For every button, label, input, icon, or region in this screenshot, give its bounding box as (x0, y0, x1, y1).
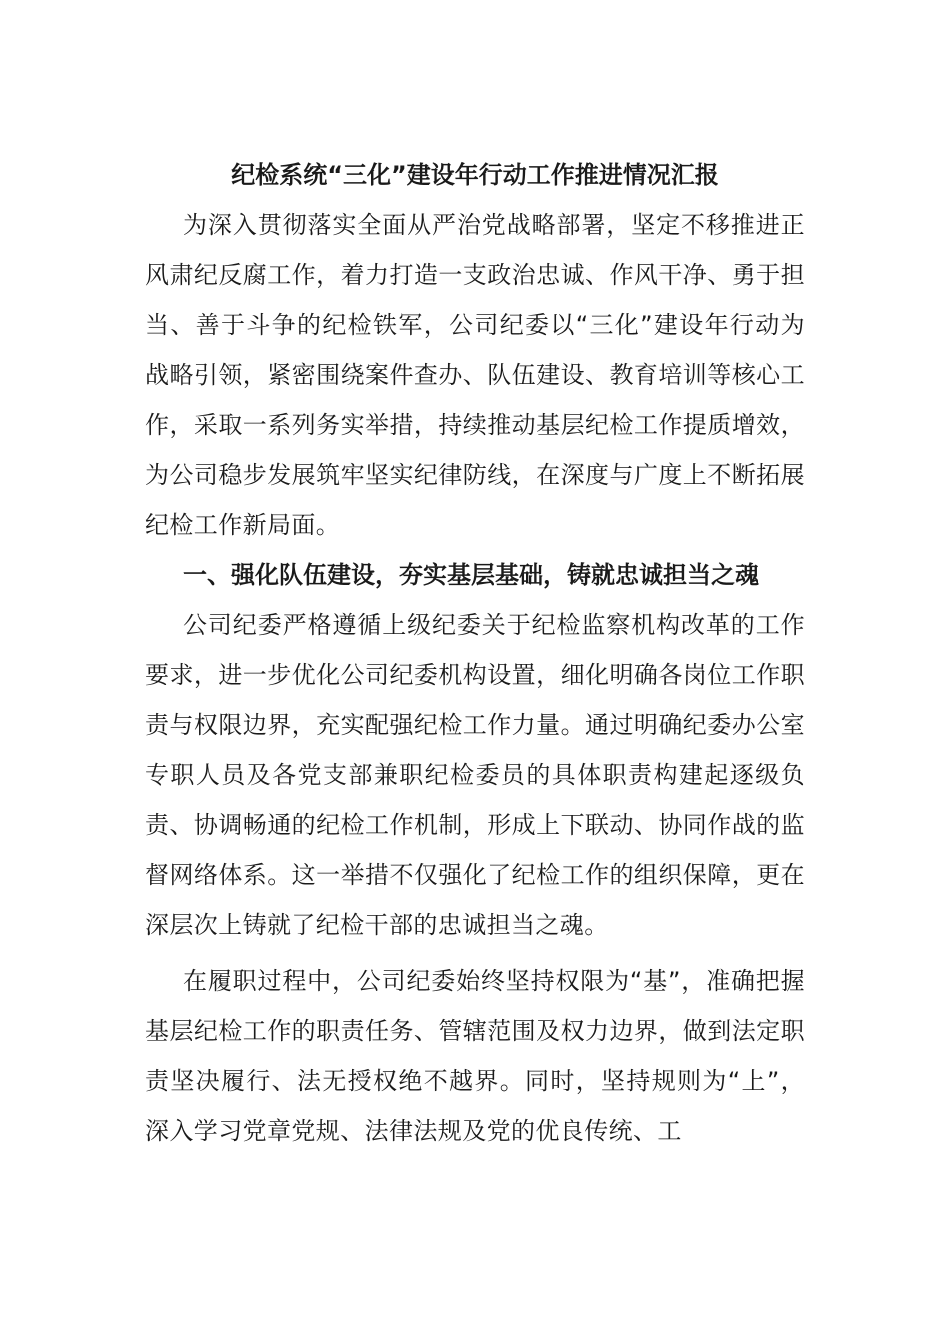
document-title: 纪检系统“三化”建设年行动工作推进情况汇报 (231, 161, 719, 189)
section-paragraph: 在履职过程中，公司纪委始终坚持权限为“基”，准确把握基层纪检工作的职责任务、管辖范围及权力边界，做到法定职责坚决履行、法无授权绝不越界。同时，坚持规则为“上”，深入学习党章党规、法律法规及党的优良传统、工 (145, 967, 805, 1145)
section-paragraph: 公司纪委严格遵循上级纪委关于纪检监察机构改革的工作要求，进一步优化公司纪委机构设置，细化明确各岗位工作职责与权限边界，充实配强纪检工作力量。通过明确纪委办公室专职人员及各党支部兼职纪检委员的具体职责构建起逐级负责、协调畅通的纪检工作机制，形成上下联动、协同作战的监督网络体系。这一举措不仅强化了纪检工作的组织保障，更在深层次上铸就了纪检干部的忠诚担当之魂。 (145, 611, 805, 939)
intro-paragraph: 为深入贯彻落实全面从严治党战略部署，坚定不移推进正风肃纪反腐工作，着力打造一支政治忠诚、作风干净、勇于担当、善于斗争的纪检铁军，公司纪委以“三化”建设年行动为战略引领，紧密围绕案件查办、队伍建设、教育培训等核心工作，采取一系列务实举措，持续推动基层纪检工作提质增效，为公司稳步发展筑牢坚实纪律防线，在深度与广度上不断拓展纪检工作新局面。 (145, 211, 805, 539)
section-heading: 一、强化队伍建设，夯实基层基础，铸就忠诚担当之魂 (183, 561, 759, 589)
document-body (145, 150, 805, 1156)
